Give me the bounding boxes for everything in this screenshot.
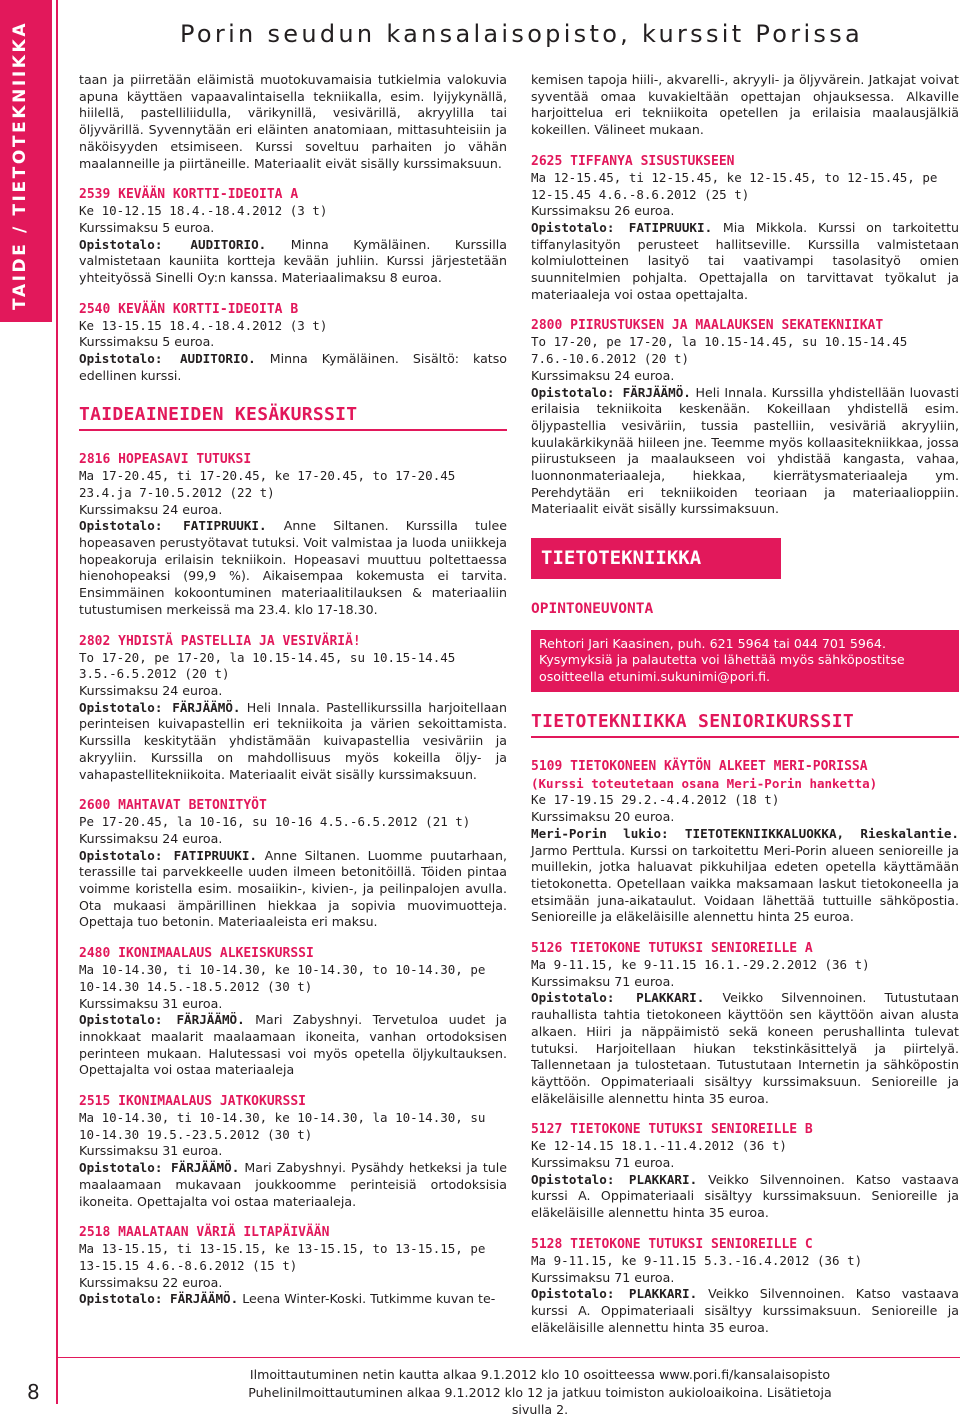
course-fee: Kurssimaksu 24 euroa.	[79, 830, 223, 846]
course-text: Heli Innala. Kurssilla yhdistellään luovasti erilaisia tekniikoita keskenään. Kokeillaan yhdistellä esim. öljypastellia vesiväriin, tussia pastelliin, vesiväriä akryyliin, kuulakärkikynää hiileen jne. Teemme myös kollaasitekniikkaa, jossa piirustukseen ja maalaukseen voi yhdistää kangasta, vahaa, luonnonmateriaaleja, hiekkaa, kierrätysmateriaaleja ym. Perehdytään eri tekniikoiden teoriaan ja materiaalioppiin. Materiaalit eivät sisälly kurssimaksuun.	[531, 384, 959, 517]
course-2600	[79, 797, 507, 931]
course-place: Opistotalo: PLAKKARI.	[531, 1171, 698, 1187]
course-time: Pe 17-20.45, la 10-16, su 10-16 4.5.-6.5.2012 (21 t)	[79, 814, 471, 830]
course-2802	[79, 633, 507, 784]
course-description	[79, 1160, 507, 1210]
course-title: 2480 IKONIMAALAUS ALKEISKURSSI	[79, 946, 314, 962]
course-place: Opistotalo: FATIPRUUKI.	[79, 847, 258, 863]
course-text: Jarmo Perttula. Kurssi on tarkoitettu Meri-Porin alueen senioreille ja muillekin, jotka haluavat pikkuhiljaa edeten opetella käyttämään tietokonetta. Opetellaan vaikka maksamaan laskut tietokoneella ja etsimään juna-aikataulut. Voidaan lähettää tuttuille sähköpostia. Senioreille ja eläkeläisille alennettu hinta 25 euroa.	[531, 842, 959, 925]
page-number: 8	[27, 1380, 40, 1404]
course-time: To 17-20, pe 17-20, la 10.15-14.45, su 10.15-14.45 3.5.-6.5.2012 (20 t)	[79, 649, 456, 682]
course-fee: Kurssimaksu 71 euroa.	[531, 1269, 675, 1285]
course-description	[531, 1172, 959, 1222]
course-title: 5128 TIETOKONE TUTUKSI SENIOREILLE C	[531, 1236, 813, 1252]
footer-registration-web: Ilmoittautuminen netin kautta alkaa 9.1.2012 klo 10 osoitteessa www.pori.fi/kansalaisopisto	[249, 1367, 831, 1382]
course-5127	[531, 1121, 959, 1222]
column-right	[531, 72, 959, 1336]
course-title: 5126 TIETOKONE TUTUKSI SENIOREILLE A	[531, 941, 813, 957]
course-text: Mari Zabyshnyi. Tervetuloa uudet ja innokkaat maalarit maalaamaan ikoneita, vanhan ortodoksisen perinteen mukaan. Halutessasi voi myös opetella öljykultauksen. Opettajalta voi ostaa materiaaleja	[79, 1012, 507, 1078]
intro-text: taan ja piirretään eläimistä muotokuvamaisia tutkielmia valokuvia apuna käyttäen vapaavalintaisella tekniikalla, esim. lyijykynällä, hiilellä, pastelliliidulla, värikynillä, vesivärillä, akryylilla tai öljyvärillä. Syvennytään eri eläinten anatomiaan, mittasuhteisiin ja näköisyyden etsimiseen. Kurssi soveltuu parhaiten jo vähän maalanneille ja piirtäneille. Materiaalit eivät sisälly kurssimaksuun.	[79, 72, 507, 171]
sidebar-label: TAIDE / TIETOTEKNIIKKA	[10, 20, 30, 310]
course-text: Heli Innala. Pastellikurssilla harjoitellaan perinteisen kuivapastellin eri tekniikoita ja värien sekoittamista. Kurssilla keskitytään yhdistämään kuivapastellia vesiväriin ja akryyliin. Kurssilla on mahdollisuus myös kokeilla öljy- ja vahapastellitekniikoita. Materiaalit eivät sisälly kurssimaksuun.	[79, 699, 507, 782]
sidebar	[0, 0, 58, 1404]
course-5109	[531, 758, 959, 926]
course-place: Opistotalo: FÄRJÄÄMÖ.	[79, 1291, 239, 1307]
course-time: Ma 9-11.15, ke 9-11.15 16.1.-29.2.2012 (36 t)	[531, 957, 870, 973]
course-2480	[79, 945, 507, 1079]
course-text: Leena Winter-Koski. Tutkimme kuvan te-	[238, 1291, 496, 1307]
course-time: Ke 10-12.15 18.4.-18.4.2012 (3 t)	[79, 203, 328, 219]
course-description	[531, 826, 959, 926]
course-title: 5127 TIETOKONE TUTUKSI SENIOREILLE B	[531, 1122, 813, 1138]
course-place: Opistotalo: FATIPRUUKI.	[79, 518, 267, 534]
course-place: Opistotalo: FÄRJÄÄMÖ.	[531, 384, 691, 400]
course-description	[79, 237, 507, 287]
course-title: 2600 MAHTAVAT BETONITYÖT	[79, 798, 267, 814]
course-time: To 17-20, pe 17-20, la 10.15-14.45, su 10.15-14.45 7.6.-10.6.2012 (20 t)	[531, 334, 908, 367]
course-description	[79, 1291, 507, 1308]
course-time: Ma 17-20.45, ti 17-20.45, ke 17-20.45, to 17-20.45 23.4.ja 7-10.5.2012 (22 t)	[79, 468, 456, 500]
course-fee: Kurssimaksu 31 euroa.	[79, 995, 223, 1011]
course-subtitle: (Kurssi toteutetaan osana Meri-Porin hanketta)	[531, 776, 878, 792]
course-description	[79, 700, 507, 784]
course-text: Anne Siltanen. Luomme puutarhaan, terassille tai parvekkeelle uuden ilmeen betonitöillä. Töiden pintaa voimme koristella esim. mosaiikin-, kivien-, ja peilinpalojen avulla. Ota mukaasi ämpärillinen hiekkaa ja sopivia muovimuotteja. Opettaja tuo betonin. Materiaaleista eri maksu.	[79, 847, 507, 930]
course-fee: Kurssimaksu 71 euroa.	[531, 973, 675, 989]
course-title: 5109 TIETOKONEEN KÄYTÖN ALKEET MERI-PORISSA	[531, 759, 868, 775]
course-fee: Kurssimaksu 5 euroa.	[79, 334, 215, 350]
course-time: Ma 10-14.30, ti 10-14.30, ke 10-14.30, la 10-14.30, su 10-14.30 19.5.-23.5.2012 (30 t)	[79, 1110, 486, 1142]
course-fee: Kurssimaksu 20 euroa.	[531, 809, 675, 825]
course-5126	[531, 940, 959, 1107]
course-text: Minna Kymäläinen. Sisältö: katso edellinen kurssi.	[79, 351, 507, 383]
course-time: Ma 10-14.30, ti 10-14.30, ke 10-14.30, to 10-14.30, pe 10-14.30 14.5.-18.5.2012 (30 t)	[79, 962, 486, 994]
course-place: Meri-Porin lukio: TIETOTEKNIIKKALUOKKA, Rieskalantie.	[531, 825, 959, 841]
footer-divider	[58, 1357, 960, 1358]
page-title: Porin seudun kansalaisopisto, kurssit Porissa	[180, 20, 864, 48]
course-fee: Kurssimaksu 24 euroa.	[79, 682, 223, 698]
course-2539	[79, 186, 507, 287]
course-title: 2515 IKONIMAALAUS JATKOKURSSI	[79, 1094, 306, 1110]
course-title: 2816 HOPEASAVI TUTUKSI	[79, 452, 252, 468]
course-2800	[531, 317, 959, 518]
section-heading-kesakurssit: TAIDEAINEIDEN KESÄKURSSIT	[79, 407, 507, 432]
footer	[230, 1366, 850, 1419]
column-left	[79, 72, 507, 1308]
course-place: Opistotalo: AUDITORIO.	[79, 351, 256, 367]
opintoneuvonta-box: Rehtori Jari Kaasinen, puh. 621 5964 tai 044 701 5964. Kysymyksiä ja palautetta voi lähettää myös sähköpostitse osoitteella etunimi.sukunimi@pori.fi.	[531, 630, 959, 692]
course-time: Ke 17-19.15 29.2.-4.4.2012 (18 t)	[531, 792, 780, 808]
course-place: Opistotalo: PLAKKARI.	[531, 1286, 698, 1302]
course-place: Opistotalo: FATIPRUUKI.	[531, 219, 713, 235]
course-fee: Kurssimaksu 26 euroa.	[531, 203, 675, 219]
course-description	[531, 220, 959, 304]
course-fee: Kurssimaksu 22 euroa.	[79, 1274, 223, 1290]
course-time: Ke 13-15.15 18.4.-18.4.2012 (3 t)	[79, 317, 328, 333]
course-place: Opistotalo: FÄRJÄÄMÖ.	[79, 1012, 245, 1028]
section-box-tietotekniikka: TIETOTEKNIIKKA	[531, 538, 781, 579]
course-2515	[79, 1093, 507, 1210]
opintoneuvonta-heading: OPINTONEUVONTA	[531, 600, 654, 617]
footer-registration-phone: Puhelinilmoittautuminen alkaa 9.1.2012 klo 12 ja jatkuu toimiston aukioloaikoina. Lisätietoja sivulla 2.	[248, 1384, 832, 1417]
course-description	[531, 990, 959, 1107]
course-time: Ma 13-15.15, ti 13-15.15, ke 13-15.15, to 13-15.15, pe 13-15.15 4.6.-8.6.2012 (15 t)	[79, 1241, 486, 1273]
sidebar-divider	[56, 0, 58, 1404]
course-title: 2539 KEVÄÄN KORTTI-IDEOITA A	[79, 187, 299, 203]
course-2625	[531, 153, 959, 304]
course-text: Mia Mikkola. Kurssi on tarkoitettu tiffanylasityön perusteet hallitseville. Kurssilla valmistetaan kolmiulotteinen lasityö tai vaativampi tasolasityö omien suunnitelmien pohjalta. Opettajalla on tarvittavat työkalut ja materiaaleja voi ostaa opettajalta.	[531, 219, 959, 302]
course-time: Ke 12-14.15 18.1.-11.4.2012 (36 t)	[531, 1138, 787, 1154]
course-place: Opistotalo: AUDITORIO.	[79, 236, 267, 252]
section-heading-seniorikurssit: TIETOTEKNIIKKA SENIORIKURSSIT	[531, 714, 959, 739]
course-description	[531, 385, 959, 519]
course-2518	[79, 1224, 507, 1308]
course-title: 2625 TIFFANYA SISUSTUKSEEN	[531, 153, 735, 169]
course-text: Minna Kymäläinen. Kurssilla valmistetaan kauniita kortteja kevään juhliin. Kurssi järjestetään yhteityössä Sinelli Oy:n kanssa. Materiaalimaksu 8 euroa.	[79, 236, 507, 286]
course-2540	[79, 301, 507, 385]
course-description	[79, 518, 507, 618]
course-fee: Kurssimaksu 5 euroa.	[79, 219, 215, 235]
course-5128	[531, 1236, 959, 1337]
course-description	[79, 1012, 507, 1079]
course-fee: Kurssimaksu 24 euroa.	[79, 501, 223, 517]
intro-paragraph	[79, 72, 507, 172]
course-time: Ma 9-11.15, ke 9-11.15 5.3.-16.4.2012 (36 t)	[531, 1252, 863, 1268]
course-text: Veikko Silvennoinen. Katso vastaava kurssi A. Oppimateriaali sisältyy kurssimaksuun. Senioreille ja eläkeläisille alennettu hinta 35 euroa.	[531, 1286, 959, 1335]
course-place: Opistotalo: FÄRJÄÄMÖ.	[79, 699, 241, 715]
course-title: 2800 PIIRUSTUKSEN JA MAALAUKSEN SEKATEKNIIKAT	[531, 318, 884, 334]
course-place: Opistotalo: FÄRJÄÄMÖ.	[79, 1160, 240, 1176]
course-description	[79, 351, 507, 384]
course-text: Anne Siltanen. Kurssilla tulee hopeasaven perustyötavat tutuksi. Voit valmistaa ja luoda uniikkeja hopeakoruja erilaisin tekniikoin. Hopeasavi muuttuu poltettaessa hienohopeaksi (99,9 %). Aikaisempaa kokemusta ei tarvita. Ensimmäinen kokoontuminen materiaalitilauksen & materiaaliin tutustumisen merkeissä ma 23.4. klo 17-18.30.	[79, 518, 507, 617]
course-description	[79, 848, 507, 932]
course-description	[531, 1286, 959, 1336]
course-fee: Kurssimaksu 71 euroa.	[531, 1155, 675, 1171]
course-text: Mari Zabyshnyi. Pysähdy hetkeksi ja tule maalaamaan mukavaan joukkoomme perinteisiä ortodoksisia ikoneita. Opettajalta voi ostaa materiaaleja.	[79, 1160, 507, 1209]
course-fee: Kurssimaksu 24 euroa.	[531, 367, 675, 383]
course-place: Opistotalo: PLAKKARI.	[531, 990, 705, 1006]
course-title: 2540 KEVÄÄN KORTTI-IDEOITA B	[79, 301, 299, 317]
course-title: 2518 MAALATAAN VÄRIÄ ILTAPÄIVÄÄN	[79, 1225, 330, 1241]
course-time: Ma 12-15.45, ti 12-15.45, ke 12-15.45, to 12-15.45, pe 12-15.45 4.6.-8.6.2012 (25 t)	[531, 169, 938, 202]
course-text: Veikko Silvennoinen. Tutustutaan rauhallista tahtia tietokoneen käyttöön sen käyttöön aivan alusta alkaen. Hiiri ja näppäimistö sekä koneen perushallinta tulevat tutuksi. Harjoitellaan hiukan tekstinkäsittelyä ja piirtelyä. Tallennetaan ja tulostetaan. Tutustutaan Internetin ja sähköpostin käyttöön. Oppimateriaali sisältyy kurssimaksuun. Senioreille ja eläkeläisille alennettu hinta 35 euroa.	[531, 990, 959, 1106]
course-text: Veikko Silvennoinen. Katso vastaava kurssi A. Oppimateriaali sisältyy kurssimaksuun. Senioreille ja eläkeläisille alennettu hinta 35 euroa.	[531, 1171, 959, 1221]
course-2816	[79, 451, 507, 618]
course-fee: Kurssimaksu 31 euroa.	[79, 1143, 223, 1159]
intro-paragraph-continued	[531, 72, 959, 139]
intro-text: kemisen tapoja hiili-, akvarelli-, akryyli- ja öljyvärein. Jatkajat voivat syventää omaa kuvakieltään opettajan ohjauksessa. Alkaville harjoittelua eri tekniikoita opetellen ja erilaisia maalausjälkiä kokeillen. Välineet mukaan.	[531, 72, 959, 138]
course-title: 2802 YHDISTÄ PASTELLIA JA VESIVÄRIÄ!	[79, 633, 361, 649]
